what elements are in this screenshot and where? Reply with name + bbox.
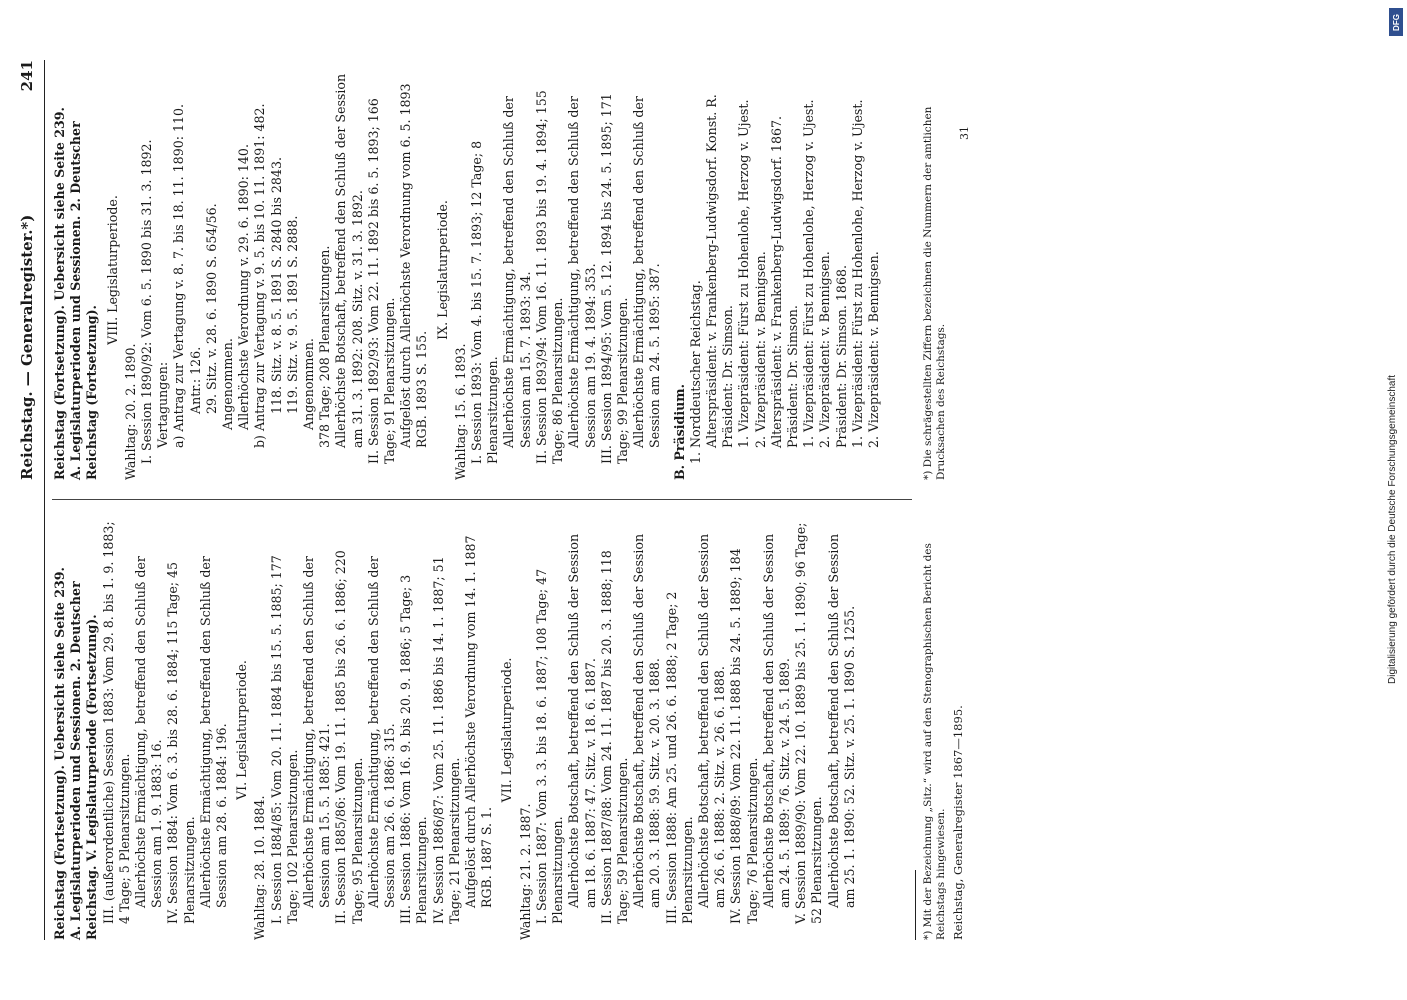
spacer bbox=[664, 60, 672, 480]
register-entry: V. Session 1889/90: Vom 22. 10. 1889 bis 25. 1. 1890; 96 Tage; 52 Plenarsitzungen. bbox=[793, 522, 825, 924]
register-entry: 1. Vizepräsident: Fürst zu Hohenlohe, Herzog v. Ujest. bbox=[849, 99, 865, 448]
register-entry: Allerhöchste Botschaft, betreffend den Schluß der Session am 24. 5. 1889: 76. Sitz. v. 24. 5. 1889. bbox=[760, 533, 792, 908]
register-entry: Antr.: 126. bbox=[187, 346, 203, 414]
register-entry: IV. Session 1886/87: Vom 25. 11. 1886 bis 14. 1. 1887; 51 Tage; 21 Plenarsitzungen. bbox=[430, 556, 462, 924]
register-entry: Allerhöchste Verordnung v. 29. 6. 1890: 140. bbox=[236, 144, 252, 430]
register-entry: Allerhöchste Botschaft, betreffend den Schluß der Session am 20. 3. 1888: 59. Sitz. v. 20. 3. 1888. bbox=[631, 533, 663, 908]
header-rule bbox=[44, 60, 45, 940]
section-heading: VII. Legislaturperiode. bbox=[499, 657, 515, 803]
register-footer: Reichstag, Generalregister 1867—1895. bbox=[951, 705, 965, 940]
register-entry: Alterspräsident: v. Frankenberg-Ludwigsdorf. Konst. R. bbox=[703, 94, 719, 448]
register-entry: I. Session 1893: Vom 4. bis 15. 7. 1893; 12 Tage; 8 Plenarsitzungen. bbox=[469, 140, 501, 464]
register-entry: IV. Session 1888/89: Vom 22. 11. 1888 bis 24. 5. 1889; 184 Tage; 76 Plenarsitzungen. bbox=[728, 548, 760, 924]
register-entry: 2. Vizepräsident: v. Bennigsen. bbox=[865, 251, 881, 448]
register-entry: I. Session 1887: Vom 3. 3. bis 18. 6. 1887; 108 Tage; 47 Plenarsitzungen. bbox=[533, 568, 566, 924]
register-entry: III. (außerordentliche) Session 1883: Vom 29. 8. bis 1. 9. 1883; 4 Tage; 5 Plenarsitzungen. bbox=[100, 521, 132, 924]
register-entry: Allerhöchste Botschaft, betreffend den Schluß der Session am 31. 3. 1892: 208. Sitz. v. 31. 3. 1892. bbox=[333, 73, 365, 448]
register-entry: b) Antrag zur Vertagung v. 9. 5. bis 10. 11. 1891: 482. bbox=[252, 103, 268, 448]
register-entry: Allerhöchste Botschaft, betreffend den Schluß der Session am 18. 6. 1887: 47. Sitz. v. 18. 6. 1887. bbox=[566, 533, 598, 908]
register-entry: Angenommen. bbox=[301, 338, 317, 430]
page-number: 241 bbox=[18, 60, 36, 92]
dfg-logo[interactable] bbox=[1389, 8, 1403, 36]
register-entry: Aufgelöst durch Allerhöchste Verordnung vom 6. 5. 1893 RGB. 1893 S. 155. bbox=[398, 83, 430, 448]
register-entry: Reichstag (Fortsetzung). Uebersicht siehe Seite 239. bbox=[52, 567, 67, 940]
register-entry: Vertagungen: bbox=[155, 361, 171, 448]
register-entry: Präsident: Dr. Simson. bbox=[720, 305, 736, 448]
register-entry: IV. Session 1884: Vom 6. 3. bis 28. 6. 1884; 115 Tage; 45 Plenarsitzungen. bbox=[165, 561, 197, 924]
register-entry: Allerhöchste Ermächtigung, betreffend den Schluß der Session am 24. 5. 1895: 387. bbox=[631, 96, 663, 448]
register-entry: Allerhöchste Ermächtigung, betreffend den Schluß der Session am 1. 9. 1883: 16. bbox=[133, 556, 165, 908]
register-entry: 1. Vizepräsident: Fürst zu Hohenlohe, Herzog v. Ujest. bbox=[801, 99, 817, 448]
register-entry: Präsident: Dr. Simson. 1868. bbox=[833, 265, 849, 448]
register-entry: II. Session 1893/94: Vom 16. 11. 1893 bis 19. 4. 1894; 155 Tage; 86 Plenarsitzungen. bbox=[533, 90, 566, 464]
credit-text: Digitalisierung gefördert durch die Deutsche Forschungsgemeinschaft bbox=[1387, 374, 1398, 684]
register-entry: 29. Sitz. v. 28. 6. 1890 S. 654/56. bbox=[203, 203, 219, 414]
register-entry: Alterspräsident: v. Frankenberg-Ludwigsdorf. 1867. bbox=[768, 116, 784, 448]
register-entry: Aufgelöst durch Allerhöchste Verordnung vom 14. 1. 1887 RGB. 1887 S. 1. bbox=[463, 535, 495, 908]
register-entry: II. Session 1885/86: Vom 19. 11. 1885 bis 26. 6. 1886; 220 Tage; 95 Plenarsitzungen. bbox=[333, 550, 365, 924]
register-entry: Allerhöchste Botschaft, betreffend den Schluß der Session am 25. 1. 1890: 52. Sitz. v. 25. 1. 1890 S. 1255. bbox=[825, 533, 857, 908]
register-entry: Reichstag (Fortsetzung). Uebersicht siehe Seite 239. bbox=[52, 107, 67, 480]
register-entry: Allerhöchste Ermächtigung, betreffend den Schluß der Session am 15. 5. 1885: 421. bbox=[301, 556, 333, 908]
column-divider bbox=[52, 499, 912, 500]
digitization-credit bbox=[1385, 0, 1401, 1000]
register-entry: Allerhöchste Ermächtigung, betreffend den Schluß der Session am 15. 7. 1893: 34. bbox=[501, 96, 533, 448]
sheet-number: 31 bbox=[958, 126, 971, 140]
register-entry: III. Session 1894/95: Vom 5. 12. 1894 bis 24. 5. 1895; 171 Tage; 99 Plenarsitzungen. bbox=[598, 93, 630, 464]
section-heading: IX. Legislaturperiode. bbox=[434, 200, 450, 340]
register-entry: B. Präsidium. bbox=[671, 383, 687, 480]
register-entry: Wahltag: 28. 10. 1884. bbox=[252, 795, 268, 940]
register-entry: 1. Norddeutscher Reichstag. bbox=[687, 280, 703, 464]
dfg-logo-text: DFG bbox=[1391, 13, 1401, 31]
register-entry: II. Session 1887/88: Vom 24. 11. 1887 bis 20. 3. 1888; 118 Tage; 59 Plenarsitzungen. bbox=[598, 550, 630, 924]
register-entry: a) Antrag zur Vertagung v. 8. 7. bis 18. 11. 1890: 110. bbox=[171, 103, 187, 448]
register-entry: 118. Sitz. v. 8. 5. 1891 S. 2840 bis 2843. bbox=[268, 157, 284, 414]
footnote-right: *) Die schrägestellten Ziffern bezeichnen die Nummern der amtlichen Drucksachen des Reichstags. bbox=[922, 106, 947, 480]
section-heading: VIII. Legislaturperiode. bbox=[104, 195, 120, 345]
page-header bbox=[14, 60, 40, 940]
footnote-left: *) Mit der Bezeichnung „Sitz.“ wird auf den Stenographischen Bericht des Reichstags hingewiesen. bbox=[922, 543, 947, 940]
register-entry: Allerhöchste Ermächtigung, betreffend den Schluß der Session am 28. 6. 1884: 196. bbox=[197, 556, 230, 908]
register-entry: 378 Tage; 208 Plenarsitzungen. bbox=[317, 245, 333, 448]
register-entry: 2. Vizepräsident: v. Bennigsen. bbox=[752, 251, 768, 448]
register-entry: Wahltag: 21. 2. 1887. bbox=[517, 803, 533, 940]
register-entry: 1. Vizepräsident: Fürst zu Hohenlohe, Herzog v. Ujest. bbox=[736, 99, 752, 448]
register-entry: A. Legislaturperioden und Sessionen. 2. Deutscher Reichstag (Fortsetzung). bbox=[68, 121, 100, 480]
register-entry: I. Session 1890/92: Vom 6. 5. 1890 bis 31. 3. 1892. bbox=[139, 139, 155, 464]
register-entry: Präsident: Dr. Simson. bbox=[784, 305, 800, 448]
page-title: Reichstag. — Generalregister.*) bbox=[18, 214, 36, 480]
register-entry: A. Legislaturperioden und Sessionen. 2. Deutscher Reichstag. V. Legislaturperiode (Fortsetzung). bbox=[68, 581, 100, 940]
register-entry: Allerhöchste Ermächtigung, betreffend den Schluß der Session am 26. 6. 1886: 315. bbox=[365, 556, 398, 908]
right-column bbox=[52, 60, 882, 480]
register-entry: 119. Sitz. v. 9. 5. 1891 S. 2888. bbox=[284, 215, 300, 414]
left-column bbox=[52, 520, 858, 940]
section-heading: VI. Legislaturperiode. bbox=[234, 660, 250, 800]
register-entry: Wahltag: 20. 2. 1890. bbox=[122, 343, 138, 480]
register-entry: 2. Vizepräsident: v. Bennigsen. bbox=[817, 251, 833, 448]
register-entry: Allerhöchste Botschaft, betreffend den Schluß der Session am 26. 6. 1888: 2. Sitz. v. 26. 6. 1888. bbox=[695, 533, 728, 908]
register-entry: Wahltag: 15. 6. 1893. bbox=[452, 343, 468, 480]
register-entry: I. Session 1884/85: Vom 20. 11. 1884 bis 15. 5. 1885; 177 Tage; 102 Plenarsitzungen. bbox=[268, 555, 300, 924]
footnote-rule bbox=[915, 870, 916, 940]
register-entry: II. Session 1892/93: Vom 22. 11. 1892 bis 6. 5. 1893; 166 Tage; 91 Plenarsitzungen. bbox=[365, 98, 398, 464]
register-entry: Angenommen. bbox=[220, 338, 236, 430]
register-entry: Allerhöchste Ermächtigung, betreffend den Schluß der Session am 19. 4. 1894: 353. bbox=[566, 96, 598, 448]
register-entry: III. Session 1888: Am 25. und 26. 6. 1888; 2 Tage; 2 Plenarsitzungen. bbox=[663, 591, 695, 924]
register-entry: III. Session 1886: Vom 16. 9. bis 20. 9. 1886; 5 Tage; 3 Plenarsitzungen. bbox=[398, 574, 430, 924]
